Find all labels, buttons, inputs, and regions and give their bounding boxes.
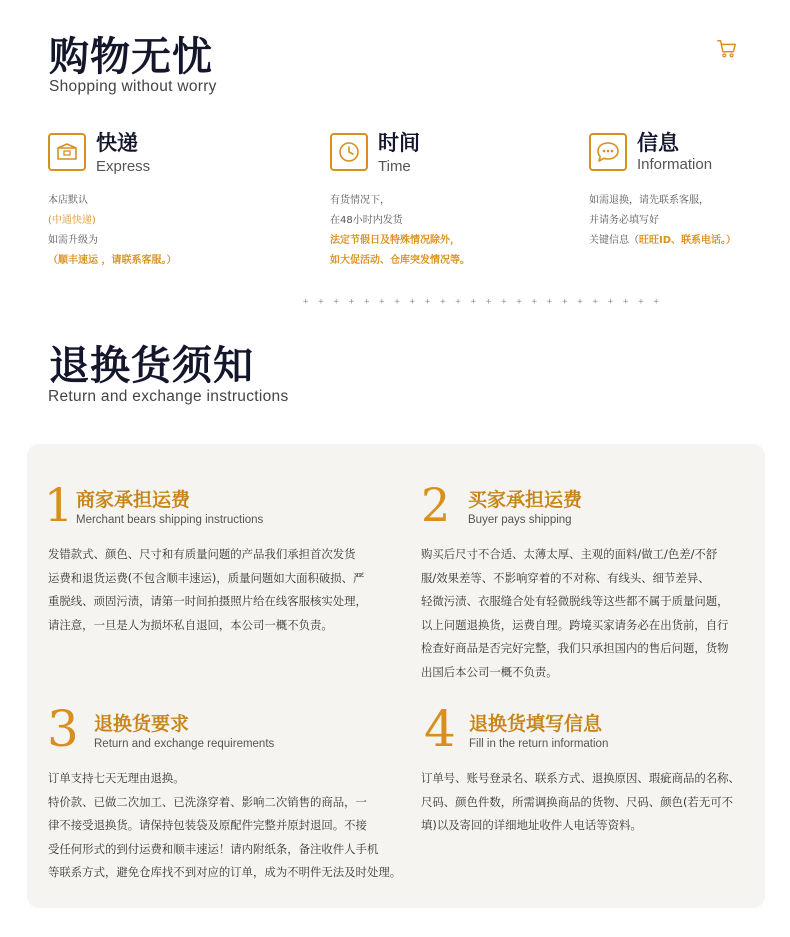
- feature-information: [589, 133, 627, 171]
- section-4-line: 尺码、颜色件数，所需调换商品的货物、尺码、颜色(若无可不: [421, 794, 733, 809]
- feature-time: [330, 133, 368, 171]
- feature-express-text: [48, 191, 176, 271]
- page-subtitle: Shopping without worry: [49, 78, 217, 95]
- feature-time-line-1: 有货情况下，: [330, 195, 390, 206]
- section-4-number: 4: [424, 700, 456, 758]
- section-2-line: 服/效果差等、不影响穿着的不对称、有线头、细节差异、: [421, 570, 710, 585]
- section-2-title: 买家承担运费: [468, 489, 583, 511]
- page-title: 购物无忧: [49, 34, 213, 80]
- dotted-divider: + + + + + + + + + + + + + + + + + + + + + + + +: [303, 297, 662, 307]
- feature-express-line-3: 如需升级为: [48, 235, 98, 246]
- section-3-number: 3: [47, 700, 79, 758]
- section-3-line: 等联系方式，避免仓库找不到对应的订单，成为不明件无法及时处理。: [48, 865, 402, 879]
- section-2-subtitle: Buyer pays shipping: [468, 514, 572, 526]
- section-4-title: 退换货填写信息: [469, 713, 603, 735]
- chat-icon: [589, 133, 627, 171]
- section-3-subtitle: Return and exchange requirements: [94, 738, 275, 750]
- feature-express-line-2: (中通快递): [48, 215, 96, 226]
- section-1-line: 运费和退货运费(不包含顺丰速运)，质量问题如大面积破损、严: [48, 570, 365, 585]
- feature-express: [48, 133, 86, 171]
- feature-time-line-3: 法定节假日及特殊情况除外，: [330, 235, 460, 246]
- section-1-subtitle: Merchant bears shipping instructions: [76, 514, 264, 526]
- section-4-subtitle: Fill in the return information: [469, 738, 609, 750]
- feature-information-line-3a: 关键信息（: [589, 235, 639, 246]
- section-2-line: 以上问题退换货，运费自理。跨境买家请务必在出货前，自行: [421, 617, 729, 632]
- box-icon: [48, 133, 86, 171]
- section-1-line: 请注意，一旦是人为损坏私自退回，本公司一概不负责。: [48, 617, 333, 632]
- feature-information-line-3: [589, 231, 736, 251]
- section-3-title: 退换货要求: [94, 713, 190, 735]
- section-3-line: 受任何形式的到付运费和顺丰速运！请内附纸条，备注收件人手机: [48, 841, 379, 856]
- feature-time-line-4: 如大促活动、仓库突发情况等。: [330, 255, 470, 266]
- section-3-body: [48, 767, 401, 885]
- feature-express-title: 快递: [96, 131, 138, 155]
- feature-time-title: 时间: [378, 131, 420, 155]
- section-2-body: [421, 543, 729, 684]
- section-1-number: 1: [44, 478, 74, 532]
- section-1-line: 重脱线、顽固污渍，请第一时间拍摄照片给在线客服核实处理，: [48, 594, 367, 608]
- feature-express-subtitle: Express: [96, 158, 151, 175]
- feature-express-line-1: 本店默认: [48, 195, 88, 206]
- section-2-line: 购买后尺寸不合适、太薄太厚、主观的面料/做工/色差/不舒: [421, 547, 718, 561]
- feature-information-subtitle: Information: [637, 156, 713, 173]
- feature-information-line-1: 如需退换，请先联系客服，: [589, 195, 709, 206]
- cart-icon[interactable]: [716, 38, 738, 60]
- clock-icon: [330, 133, 368, 171]
- returns-subtitle: Return and exchange instructions: [48, 388, 289, 405]
- feature-time-text: [330, 191, 470, 271]
- feature-information-text: [589, 191, 736, 251]
- section-2-line: 轻微污渍、衣服缝合处有轻微脱线等这些都不属于质量问题，: [421, 594, 729, 608]
- section-3-line: 律不接受退换货。请保持包装袋及原配件完整并原封退回。不接: [48, 818, 367, 832]
- returns-title: 退换货须知: [49, 343, 254, 389]
- feature-express-line-4: （顺丰速运 ，请联系客服。）: [48, 255, 177, 266]
- section-1-title: 商家承担运费: [76, 489, 191, 511]
- section-1-line: 发错款式、颜色、尺寸和有质量问题的产品我们承担首次发货: [48, 547, 356, 561]
- section-4-body: [421, 767, 740, 838]
- feature-information-line-3b: 旺旺ID、联系电话。）: [639, 235, 737, 246]
- section-2-line: 出国后本公司一概不负责。: [421, 664, 558, 679]
- feature-time-line-2: 在48小时内发货: [330, 215, 403, 226]
- feature-information-line-2: 并请务必填写好: [589, 215, 659, 226]
- section-4-line: 订单号、账号登录名、联系方式、退换原因、瑕疵商品的名称、: [421, 771, 740, 785]
- section-4-line: 填)以及寄回的详细地址收件人电话等资料。: [421, 818, 642, 832]
- section-3-line: 特价款、已做二次加工、已洗涤穿着、影响二次销售的商品，一: [48, 794, 367, 809]
- section-2-line: 检查好商品是否完好完整，我们只承担国内的售后问题，货物: [421, 641, 729, 655]
- feature-time-subtitle: Time: [378, 158, 411, 175]
- section-1-body: [48, 543, 367, 637]
- feature-information-title: 信息: [637, 131, 679, 155]
- section-3-line: 订单支持七天无理由退换。: [48, 771, 185, 785]
- section-2-number: 2: [421, 478, 451, 532]
